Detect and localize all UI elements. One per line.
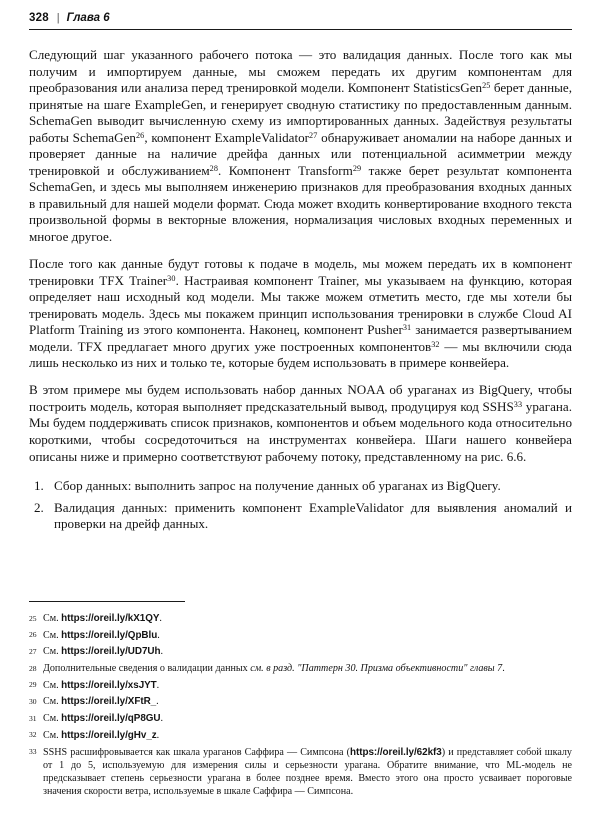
footnote-number: 30	[29, 696, 37, 706]
footnote	[29, 629, 572, 642]
footnote-link[interactable]: https://oreil.ly/62kf3	[350, 746, 442, 758]
text-run: урагана. Мы будем поддерживать список признаков, компонентов и объем модельного кода относительно короткими, чтобы сосредоточиться на инструментах конвейера. Шаги нашего конвейера описаны ниже и примерно соответствуют рабочему потоку, представленному на рис. 6.6.	[29, 398, 572, 464]
text-run: Дополнительные сведения о валидации данных	[43, 663, 251, 675]
footnote-link[interactable]: https://oreil.ly/UD7Uh	[61, 646, 161, 658]
text-run: .	[156, 729, 160, 741]
text-run: См.	[43, 696, 62, 708]
text-run: См.	[43, 713, 62, 725]
page-number: 328	[29, 12, 49, 24]
footnote	[29, 746, 572, 799]
footnote-marker[interactable]: 33	[513, 399, 523, 409]
running-head-rule	[29, 29, 572, 30]
footnote	[29, 712, 572, 725]
text-run: обнаруживает аномалии на наборе данных и проверяет данные на наличие дрейфа данных или потенциальной асимметрии между тренировкой и обслуживанием	[29, 129, 572, 178]
footnote	[29, 679, 572, 692]
text-run: См.	[43, 613, 62, 624]
text-run: После того как данные будут готовы к подаче в модель, мы можем передать их в компонент тренировки TFX Trainer	[29, 256, 572, 288]
footnote-number: 29	[29, 680, 37, 690]
footnote-number: 28	[29, 663, 37, 673]
footnote-marker[interactable]: 31	[402, 323, 412, 332]
footnote-link[interactable]: https://oreil.ly/xsJYT	[61, 679, 157, 691]
footnote	[29, 695, 572, 708]
text-run: В этом примере мы будем использовать набор данных NOAA об ураганах из BigQuery, чтобы построить модель, которая выполняет предсказательный вывод, продуцируя код SSHS	[29, 382, 572, 414]
text-run: См.	[43, 679, 62, 691]
text-run: занимается развертыванием модели. TFX предлагает много других уже построенных компонентов	[29, 322, 573, 354]
footnote-number: 31	[29, 713, 37, 723]
footnote-number: 27	[29, 646, 37, 656]
text-run: См.	[43, 629, 62, 641]
footnote-link[interactable]: https://oreil.ly/gHv_z	[61, 729, 157, 741]
footnote-rule	[29, 601, 185, 602]
text-run: .	[502, 663, 505, 675]
text-run: Следующий шаг указанного рабочего потока — это валидация данных. После того как мы получим и импортируем данные, мы сможем передать их другим компонентам для преобразования или анализа перед тренировкой модели. Компонент StatisticsGen	[29, 47, 572, 96]
footnote-link[interactable]: https://oreil.ly/kX1QY	[61, 613, 160, 624]
footnote-link[interactable]: https://oreil.ly/QpBlu	[61, 629, 158, 641]
text-run: .	[160, 646, 164, 658]
chapter-title: Глава 6	[66, 12, 110, 24]
footnote	[29, 662, 572, 675]
footnote-number: 33	[29, 747, 37, 756]
footnote	[29, 645, 572, 658]
list-item	[29, 500, 572, 533]
text-run: , компонент ExampleValidator	[144, 129, 310, 145]
text-run: См.	[43, 729, 62, 741]
text-run: .	[156, 679, 160, 691]
body-paragraphs	[29, 47, 572, 465]
list-item	[29, 478, 572, 495]
body-paragraph	[29, 382, 572, 465]
footnote-number: 26	[29, 630, 37, 640]
text-run: . Настраивая компонент Trainer, мы указываем на функцию, которая определяет наш исходный код модели. Мы также можем отметить место, где мы хотели бы тренировать модель. Здесь мы покажем принцип использования тренировки в службе Cloud AI Platform Training из этого компонента. Наконец, компонент Pusher	[29, 272, 572, 338]
footnote-number: 25	[29, 613, 37, 623]
emphasis-text: см. в разд. "Паттерн 30. Призма объективности" главы 7	[250, 663, 503, 675]
text-run: См.	[43, 646, 62, 658]
text-run: берет данные, принятые на шаге ExampleGen, и генерирует сводную статистику по предоставленным данным. SchemaGen выводит вычисленную схему из импортированных данных. Задействуя результаты работы SchemaGen	[29, 80, 572, 145]
running-head-separator: |	[56, 12, 60, 24]
text-run: — мы включили сюда лишь несколько из них и только те, которые будем использовать в примере конвейера.	[29, 338, 572, 371]
body-paragraph	[29, 47, 572, 246]
footnote-link[interactable]: https://oreil.ly/qP8GU	[61, 713, 161, 725]
footnote-marker[interactable]: 30	[167, 273, 176, 283]
list-item-label: Сбор данных: выполнить запрос на получение данных об ураганах из BigQuery.	[54, 478, 501, 494]
footnote	[29, 729, 572, 742]
text-run: также берет результат компонента SchemaGen, и здесь мы выполняем инженерию признаков для преобразования входных данных в правильный для нашей модели формат. Сюда может входить конвертирование входного текста произвольной формы в векторные вложения, нормализация числовых входных переменных и многое другое.	[29, 162, 572, 245]
footnote-link[interactable]: https://oreil.ly/XFtR_	[61, 696, 157, 708]
body-paragraph	[29, 256, 572, 372]
footnote-marker[interactable]: 28	[209, 163, 219, 173]
text-run: SSHS расшифровывается как шкала ураганов Саффира — Симпсона (	[43, 746, 351, 758]
text-run: .	[156, 696, 159, 708]
footnote-marker[interactable]: 32	[431, 339, 440, 349]
text-column	[29, 47, 572, 538]
footnote-marker[interactable]: 26	[135, 130, 145, 140]
footnote-marker[interactable]: 27	[309, 130, 318, 140]
footnote-marker[interactable]: 25	[482, 80, 491, 90]
footnote-number: 32	[29, 730, 37, 740]
text-run: .	[160, 713, 164, 725]
list-item-label: Валидация данных: применить компонент ExampleValidator для выявления аномалий и проверки на дрейф данных.	[54, 499, 572, 532]
text-run: .	[159, 613, 162, 624]
text-run: . Компонент Transform	[218, 162, 353, 178]
text-run: .	[157, 629, 160, 641]
footnote-marker[interactable]: 29	[352, 163, 362, 173]
text-run: ) и представляет собой шкалу от 1 до 5, используемую для измерения силы и серьезности урагана. Обратите внимание, что ML-модель не предсказывает степень серьезности урагана в более позднее время. Вместо этого она просто усваивает пороговые значения скорости ветра, используемые в шкале Саффира — Симпсона.	[43, 746, 572, 798]
running-head	[29, 12, 572, 24]
numbered-step-list	[29, 478, 572, 533]
footnote	[29, 612, 572, 625]
footnote-block	[29, 612, 572, 802]
